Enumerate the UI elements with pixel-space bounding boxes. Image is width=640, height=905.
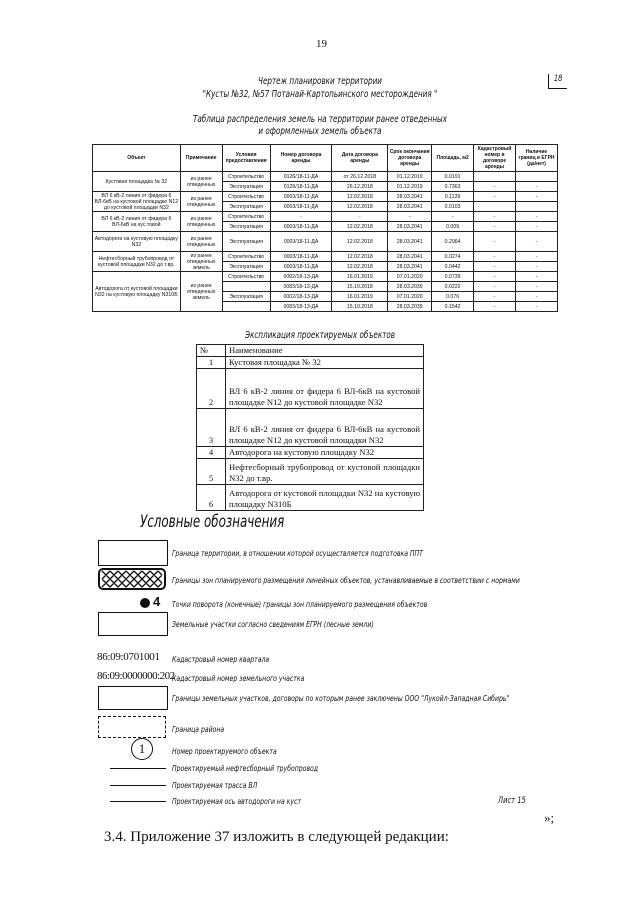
closing-quote: »; [544, 810, 555, 825]
table1-cell: 0.2964 [432, 232, 474, 252]
table1-cell: Эксплуатация [222, 182, 270, 192]
table1-note-cell: из ранее отведенных [180, 172, 222, 192]
table1-cell: 12.02.2018 [332, 222, 388, 232]
table1-cell: - [474, 222, 516, 232]
table1-cell: - [516, 262, 558, 272]
table1-cell: 0.0103 [432, 202, 474, 212]
table1-header-cell: Примечание [180, 145, 222, 172]
table1-cell: - [432, 212, 474, 222]
drawing-title-line2: "Кусты №32, №57 Потанай-Картопьинского месторождения " [202, 89, 438, 100]
table1-cell: 0.009 [432, 222, 474, 232]
road-line [110, 801, 166, 802]
table2-title: Экспликация проектируемых объектов [244, 330, 396, 341]
table1-note-cell: из ранее отведенных земель [180, 272, 222, 312]
legend-road-text: Проектируемая ось автодороги на куст [172, 796, 301, 806]
table1-cell: 0.1542 [432, 302, 474, 312]
table1-cell: - [474, 262, 516, 272]
table1-cell [222, 282, 270, 292]
table1-cell: Строительство [222, 272, 270, 282]
table1-note-cell: из ранее отведенных [180, 232, 222, 252]
table1-cell: 0003/18-11-ДА [270, 192, 332, 202]
table1-cell: 28.03.2041 [388, 262, 432, 272]
table1-object-cell: Нефтесборный трубопровод от кустовой площадки N32 до т.вр. [93, 252, 181, 272]
legend-objnum-text: Номер проектируемого объекта [172, 746, 277, 756]
table1-cell: 0.0191 [432, 172, 474, 182]
table1-cell: 0003/18-11-ДА [270, 232, 332, 252]
table1-header-cell: Объект [93, 145, 181, 172]
table1-cell: 12.02.2018 [332, 252, 388, 262]
table1-cell: 0.0274 [432, 252, 474, 262]
table1-cell: Эксплуатация [222, 292, 270, 302]
table1-cell: - [516, 252, 558, 262]
page-number: 19 [316, 38, 327, 50]
explication-num: 3 [197, 409, 226, 447]
table1-row [93, 212, 558, 222]
table1-cell: 0.0739 [432, 272, 474, 282]
table1-cell: 0003/18-11-ДА [270, 252, 332, 262]
table1-header-cell: Площадь, м2 [432, 145, 474, 172]
turn-point-icon [140, 598, 150, 608]
table1-cell: Строительство [222, 212, 270, 222]
object-number-icon [131, 738, 153, 760]
table1-cell: Эксплуатация [222, 222, 270, 232]
table1-object-cell: ВЛ 6 кВ-2 линия от фидера 6 ВЛ-6кВ на кус.товой [93, 212, 181, 232]
table1-cell: 01.12.2019 [388, 182, 432, 192]
table1-cell: 28.03.2041 [388, 192, 432, 202]
table1-cell: 16.01.2019 [332, 272, 388, 282]
table1-note-cell: из ранее отведенных [180, 192, 222, 212]
table1-cell: Строительство [222, 192, 270, 202]
explication-num: 5 [197, 459, 226, 485]
table1-cell: 0126/18-11-ДА [270, 182, 332, 192]
explication-name: Автодорога от кустовой площадки N32 на кустовую площадку N310Б [226, 485, 424, 511]
quarter-code: 86:09:0701001 [97, 651, 160, 663]
table1-cell: - [270, 212, 332, 222]
forest-symbol [98, 612, 168, 636]
table1-header-cell: Условия предоставления [222, 145, 270, 172]
object-number-label: 1 [138, 741, 146, 756]
table1-header-cell: Номер договора аренды [270, 145, 332, 172]
table1-cell: - [474, 292, 516, 302]
table1-cell: - [474, 232, 516, 252]
table1-cell: - [474, 302, 516, 312]
explication-num: 6 [197, 485, 226, 511]
table1-cell: 07.01.2020 [388, 272, 432, 282]
footer-text: 3.4. Приложение 37 изложить в следующей редакции: [104, 829, 449, 845]
table1-row [93, 272, 558, 282]
table1-cell: 0.076 [432, 292, 474, 302]
table1-cell: 0126/18-11-ДА [270, 172, 332, 182]
table1-cell: 0.0222 [432, 282, 474, 292]
legend-parcel-text: Кадастровый номер земельного участка [172, 673, 305, 683]
explication-name: ВЛ 6 кВ-2 линия от фидера 6 ВЛ-6кВ на кустовой площадке N12 до кустовой площадке N32 [226, 369, 424, 409]
table1-cell: - [516, 292, 558, 302]
table1-row [93, 232, 558, 252]
land-distribution-table [92, 144, 558, 312]
legend-leased-text: Границы земельных участков, договоры по которым ранее заключены ООО "Лукойл-Западная Сибирь" [172, 693, 510, 703]
table1-cell [474, 202, 516, 212]
table1-cell: - [332, 212, 388, 222]
explication-num: 4 [197, 447, 226, 459]
table1-cell: 15.10.2018 [332, 282, 388, 292]
table1-title-line2: и оформленных земель объекта [258, 126, 382, 137]
table1-cell: 12.02.2018 [332, 192, 388, 202]
legend-quarter-text: Кадастровый номер квартала [172, 654, 270, 664]
table1-cell [516, 202, 558, 212]
table1-cell: от 26.12.2018 [332, 172, 388, 182]
table1-cell: 28.03.2039 [388, 302, 432, 312]
table1-note-cell: из ранее отведенных земель [180, 252, 222, 272]
table1-cell [222, 302, 270, 312]
explication-table [196, 344, 424, 511]
table1-cell: 12.02.2018 [332, 262, 388, 272]
table1-cell: 0003/18-11-ДА [270, 262, 332, 272]
legend-title: Условные обозначения [140, 512, 285, 532]
table1-cell: - [388, 212, 432, 222]
explication-name: Автодорога на кустовую площадку N32 [226, 447, 424, 459]
table1-cell: - [516, 272, 558, 282]
legend-forest-text: Земельные участки согласно сведениям ЕГРН (лесные земли) [172, 619, 374, 629]
boundary-symbol [98, 540, 168, 566]
table1-cell: 26.12.2018 [332, 182, 388, 192]
table1-cell: 0003/18-11-ДА [270, 222, 332, 232]
table1-cell: 15.10.2018 [332, 302, 388, 312]
explication-num: 1 [197, 357, 226, 369]
table1-header-cell: Срок окончания договора аренды [388, 145, 432, 172]
table1-cell: 0083/18-13-ДА [270, 302, 332, 312]
table1-object-cell: Автодорога на кустовую площадку N32 [93, 232, 181, 252]
table1-row [93, 252, 558, 262]
district-symbol [98, 716, 166, 738]
sheet-label: Лист 15 [498, 796, 526, 806]
explication-num: 2 [197, 369, 226, 409]
table1-cell: 0083/18-13-ДА [270, 282, 332, 292]
legend-district-text: Граница района [172, 724, 225, 734]
table1-cell: 28.03.2041 [388, 202, 432, 212]
table1-object-cell: Кустовая площадка № 32 [93, 172, 181, 192]
table1-cell: - [516, 212, 558, 222]
table1-cell: 07.01.2020 [388, 292, 432, 302]
table1-cell: 28.03.2041 [388, 222, 432, 232]
sheet-ref [548, 74, 567, 89]
table1-cell: - [516, 182, 558, 192]
table1-cell: - [474, 192, 516, 202]
sheet-ref-number: 18 [554, 74, 563, 84]
table1-cell [516, 172, 558, 182]
table1-cell: 12.02.2018 [332, 202, 388, 212]
table1-cell: - [474, 252, 516, 262]
explication-name: Кустовая площадка № 32 [226, 357, 424, 369]
table1-note-cell: из ранее отведенных [180, 212, 222, 232]
table1-cell: 28.03.2041 [388, 252, 432, 262]
table1-cell: - [516, 232, 558, 252]
table1-cell: - [474, 212, 516, 222]
table1-cell: 16.01.2019 [332, 292, 388, 302]
table1-cell: Строительство [222, 172, 270, 182]
table1-cell: Эксплуатация [222, 232, 270, 252]
table1-row [93, 192, 558, 202]
table1-cell: - [516, 222, 558, 232]
explication-header-name: Наименование [226, 345, 424, 357]
table1-cell: 12.02.2018 [332, 232, 388, 252]
table1-header-cell: Наличие границ в ЕГРН (да/нет) [516, 145, 558, 172]
legend-zones-text: Границы зон планируемого размещения линейных объектов, устанавливаемые в соответствии с нормами [172, 575, 520, 585]
table1-cell: 0.0442 [432, 262, 474, 272]
table1-header-cell: Кадастровый номер в договоре аренды [474, 145, 516, 172]
explication-name: Нефтесборный трубопровод от кустовой площадки N32 до т.вр. [226, 459, 424, 485]
table1-cell: - [516, 282, 558, 292]
vl-line [110, 785, 166, 786]
table1-cell: 0.1139 [432, 192, 474, 202]
explication-header-num: № [197, 345, 226, 357]
table1-cell: 28.03.2041 [388, 232, 432, 252]
table1-title-line1: Таблица распределения земель на территории ранее отведенных [192, 114, 448, 125]
table1-cell: 0.7363 [432, 182, 474, 192]
table1-cell: - [474, 272, 516, 282]
table1-cell: 28.03.2039 [388, 282, 432, 292]
table1-cell: 01.12.2019 [388, 172, 432, 182]
turn-point-label: 4 [153, 594, 161, 609]
table1-cell: - [474, 282, 516, 292]
table1-cell: 0002/18-13-ДА [270, 292, 332, 302]
table1-cell: 0002/18-13-ДА [270, 272, 332, 282]
legend-points-text: Точки поворота (конечные) границы зон планируемого размещения объектов [172, 599, 428, 609]
table1-row [93, 172, 558, 182]
table1-cell: Эксплуатация [222, 262, 270, 272]
table1-cell [474, 172, 516, 182]
pipeline-line [110, 768, 166, 769]
legend-pipeline-text: Проектируемый нефтесборный трубопровод [172, 763, 319, 773]
drawing-title-line1: Чертеж планировки территории [258, 76, 382, 87]
parcel-code: 86:09:0000000:202 [97, 670, 175, 682]
table1-object-cell: Автодорога от кустовой площадки N32 на кустовую площадку N310Б [93, 272, 181, 312]
zones-hatch-symbol [98, 568, 166, 590]
table1-cell: - [516, 192, 558, 202]
table1-cell: - [474, 182, 516, 192]
leased-symbol [98, 686, 168, 710]
legend-boundary-text: Граница территории, в отношении которой осуществляется подготовка ППТ [172, 548, 423, 558]
table1-header-cell: Дата договора аренды [332, 145, 388, 172]
legend-vl-text: Проектируемая трасса ВЛ [172, 780, 258, 790]
explication-name: ВЛ 6 кВ-2 линия от фидера 6 ВЛ-6кВ на кустовой площадке N12 до кустовой площадки N32 [226, 409, 424, 447]
table1-cell: Строительство [222, 252, 270, 262]
table1-cell: - [516, 302, 558, 312]
table1-cell: Эксплуатация [222, 202, 270, 212]
table1-cell: 0003/18-11-ДА [270, 202, 332, 212]
table1-object-cell: ВЛ 6 кВ-2 линия от фидера 6 ВЛ-6кВ на кустовой площадке N12 до кустовой площадки N32 [93, 192, 181, 212]
